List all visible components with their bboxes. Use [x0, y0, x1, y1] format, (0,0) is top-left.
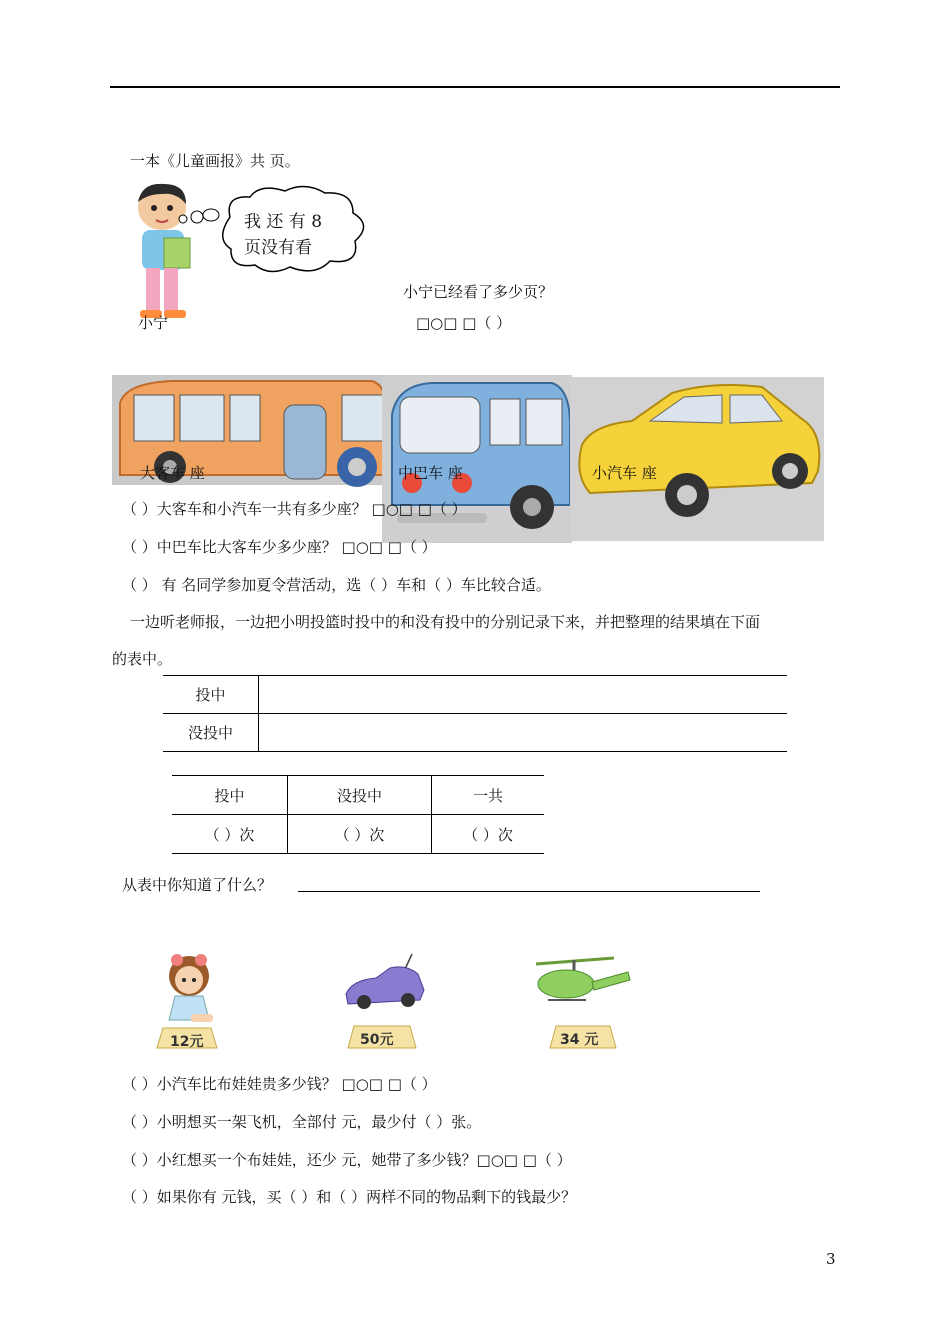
q2-line1: （ ）大客车和小汽车一共有多少座？ □○□ □（ ） [122, 500, 467, 518]
tally-header-miss: 没投中 [163, 714, 259, 752]
q1-line1: 一本《儿童画报》共 页。 [130, 152, 300, 170]
q4-line1: （ ）小汽车比布娃娃贵多少钱？ □○□ □（ ） [122, 1075, 437, 1093]
q1-formula: □○□ □（ ） [416, 314, 512, 332]
q4-line4: （ ）如果你有 元钱，买（ ）和（ ）两样不同的物品剩下的钱最少？ [122, 1188, 577, 1206]
tally-cell-hit[interactable] [259, 676, 788, 714]
price-tag-helicopter: 34 元 [560, 1032, 599, 1048]
q2-line2: （ ）中巴车比大客车少多少座？ □○□ □（ ） [122, 538, 437, 556]
summary-cell-miss[interactable]: （ ）次 [288, 815, 432, 854]
bubble-line1: 我 还 有 8 [244, 212, 323, 232]
summary-cell-hit[interactable]: （ ）次 [172, 815, 288, 854]
price-tag-car: 50元 [360, 1032, 394, 1048]
summary-cell-total[interactable]: （ ）次 [432, 815, 545, 854]
summary-header-total: 一共 [432, 776, 545, 815]
q3-question: 从表中你知道了什么？ [122, 876, 273, 894]
table-row [172, 776, 544, 815]
table-row [163, 714, 787, 752]
minibus-seat-label: 中巴车 座 [398, 464, 463, 482]
price-tag-doll: 12元 [170, 1034, 204, 1050]
q4-line3: （ ）小红想买一个布娃娃，还少 元，她带了多少钱？□○□ □（ ） [122, 1151, 572, 1169]
bus-seat-label: 大客车 座 [140, 464, 205, 482]
tally-table [163, 675, 787, 752]
q2-line3: （ ） 有 名同学参加夏令营活动，选（ ）车和（ ）车比较合适。 [122, 576, 551, 594]
summary-table [172, 775, 544, 854]
car-seat-label: 小汽车 座 [592, 464, 657, 482]
summary-header-hit: 投中 [172, 776, 288, 815]
q1-question: 小宁已经看了多少页？ [403, 283, 554, 301]
summary-header-miss: 没投中 [288, 776, 432, 815]
page-number: 3 [826, 1250, 836, 1268]
table-row [172, 815, 544, 854]
bubble-line2: 页没有看 [244, 238, 312, 258]
tally-cell-miss[interactable] [259, 714, 788, 752]
table-row [163, 676, 787, 714]
boy-name-label: 小宁 [138, 314, 169, 332]
q4-line2: （ ）小明想买一架飞机，全部付 元，最少付（ ）张。 [122, 1113, 482, 1131]
tally-header-hit: 投中 [163, 676, 259, 714]
q3-intro1: 一边听老师报，一边把小明投篮时投中的和没有投中的分别记录下来，并把整理的结果填在下面 [130, 613, 761, 631]
header-rule [110, 86, 840, 88]
q3-intro2: 的表中。 [112, 650, 173, 668]
price-tags [160, 1028, 640, 1052]
answer-line[interactable] [298, 891, 760, 892]
